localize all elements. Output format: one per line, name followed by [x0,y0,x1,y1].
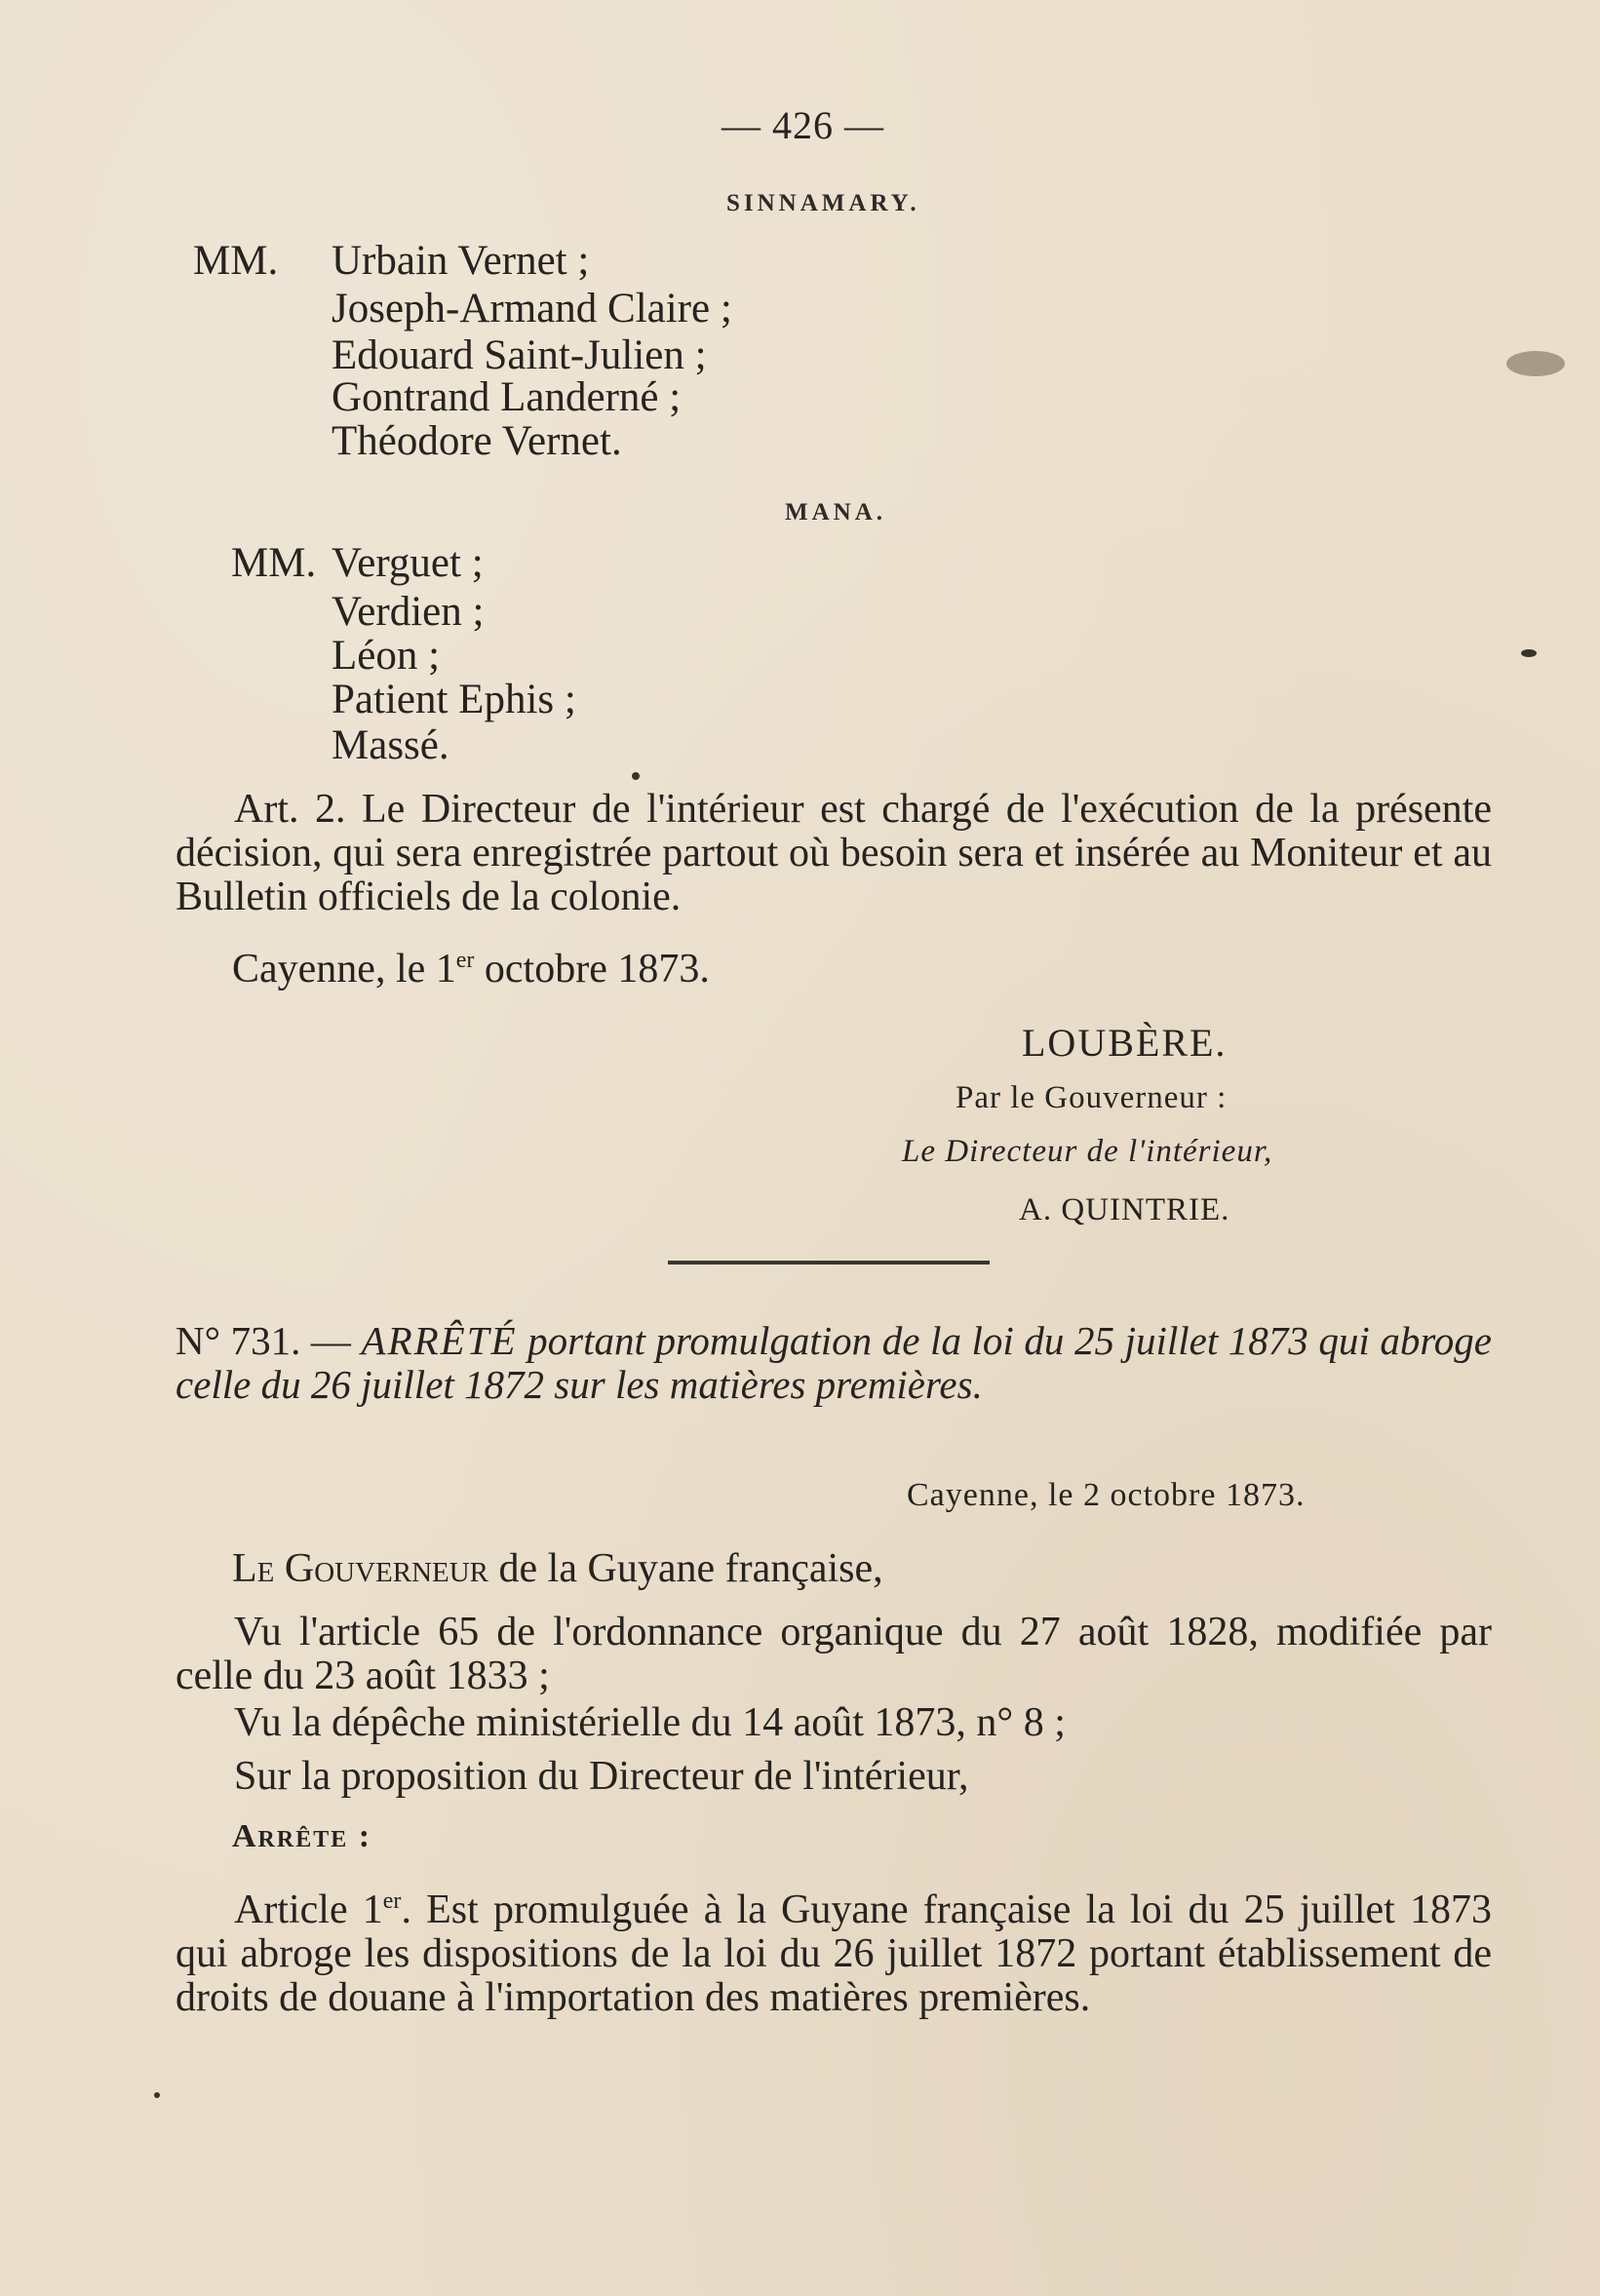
decree-dateline: Cayenne, le 2 octobre 1873. [907,1477,1306,1513]
list-item: Gontrand Landerné ; [332,374,682,420]
list-item: Massé. [332,722,449,768]
mm-prefix: MM. [193,238,279,284]
list-item: Patient Ephis ; [332,677,576,722]
page-number: — 426 — [722,103,884,147]
list-item: Verguet ; [332,540,484,586]
signature-by-line: Par le Gouverneur : [956,1080,1228,1115]
article-1-paragraph: Article 1er. Est promulguée à la Guyane française la loi du 25 juillet 1873 qui abroge les dispositions de la loi du 26 juillet 1872 portant établissement de droits de douane à l'importation des matières premières. [176,1887,1493,2020]
considerant-paragraph: Vu la dépêche ministérielle du 14 août 1873, n° 8 ; [234,1700,1066,1745]
section-heading-sinnamary: SINNAMARY. [726,190,920,216]
signature-signer: A. QUINTRIE. [1019,1192,1230,1227]
list-item: Edouard Saint-Julien ; [332,332,707,378]
paper-stain [1506,351,1565,376]
article-2-paragraph: Art. 2. Le Directeur de l'intérieur est chargé de l'exécution de la présente décision, qui sera enregistrée partout où besoin sera et insérée au Moniteur et au Bulletin officiels de la colonie. [176,787,1492,919]
ink-speck [154,2092,160,2098]
arrete-label: Arrête : [232,1818,372,1854]
decree-title: N° 731. — ARRÊTÉ portant promulgation de la loi du 25 juillet 1873 qui abroge celle du 26 juillet 1872 sur les matières premières. [176,1318,1492,1407]
list-item: Joseph-Armand Claire ; [332,286,732,331]
mm-prefix: MM. [231,540,317,586]
signature-role: Le Directeur de l'intérieur, [902,1134,1273,1169]
ink-speck [1521,649,1537,657]
governor-line: Le Gouverneur de la Guyane française, [232,1546,883,1591]
list-item: Verdien ; [332,589,485,635]
dateline: Cayenne, le 1er octobre 1873. [232,947,710,992]
ink-speck [632,772,640,780]
list-item: Théodore Vernet. [332,418,622,464]
list-item: Léon ; [332,633,441,679]
signature-governor: LOUBÈRE. [1022,1021,1228,1065]
section-heading-mana: MANA. [785,499,887,525]
considerant-paragraph: Vu l'article 65 de l'ordonnance organique du 27 août 1828, modifiée par celle du 23 août 1833 ; [176,1610,1492,1698]
section-divider [668,1261,990,1265]
list-item: Urbain Vernet ; [332,238,590,284]
considerant-paragraph: Sur la proposition du Directeur de l'intérieur, [234,1754,969,1799]
